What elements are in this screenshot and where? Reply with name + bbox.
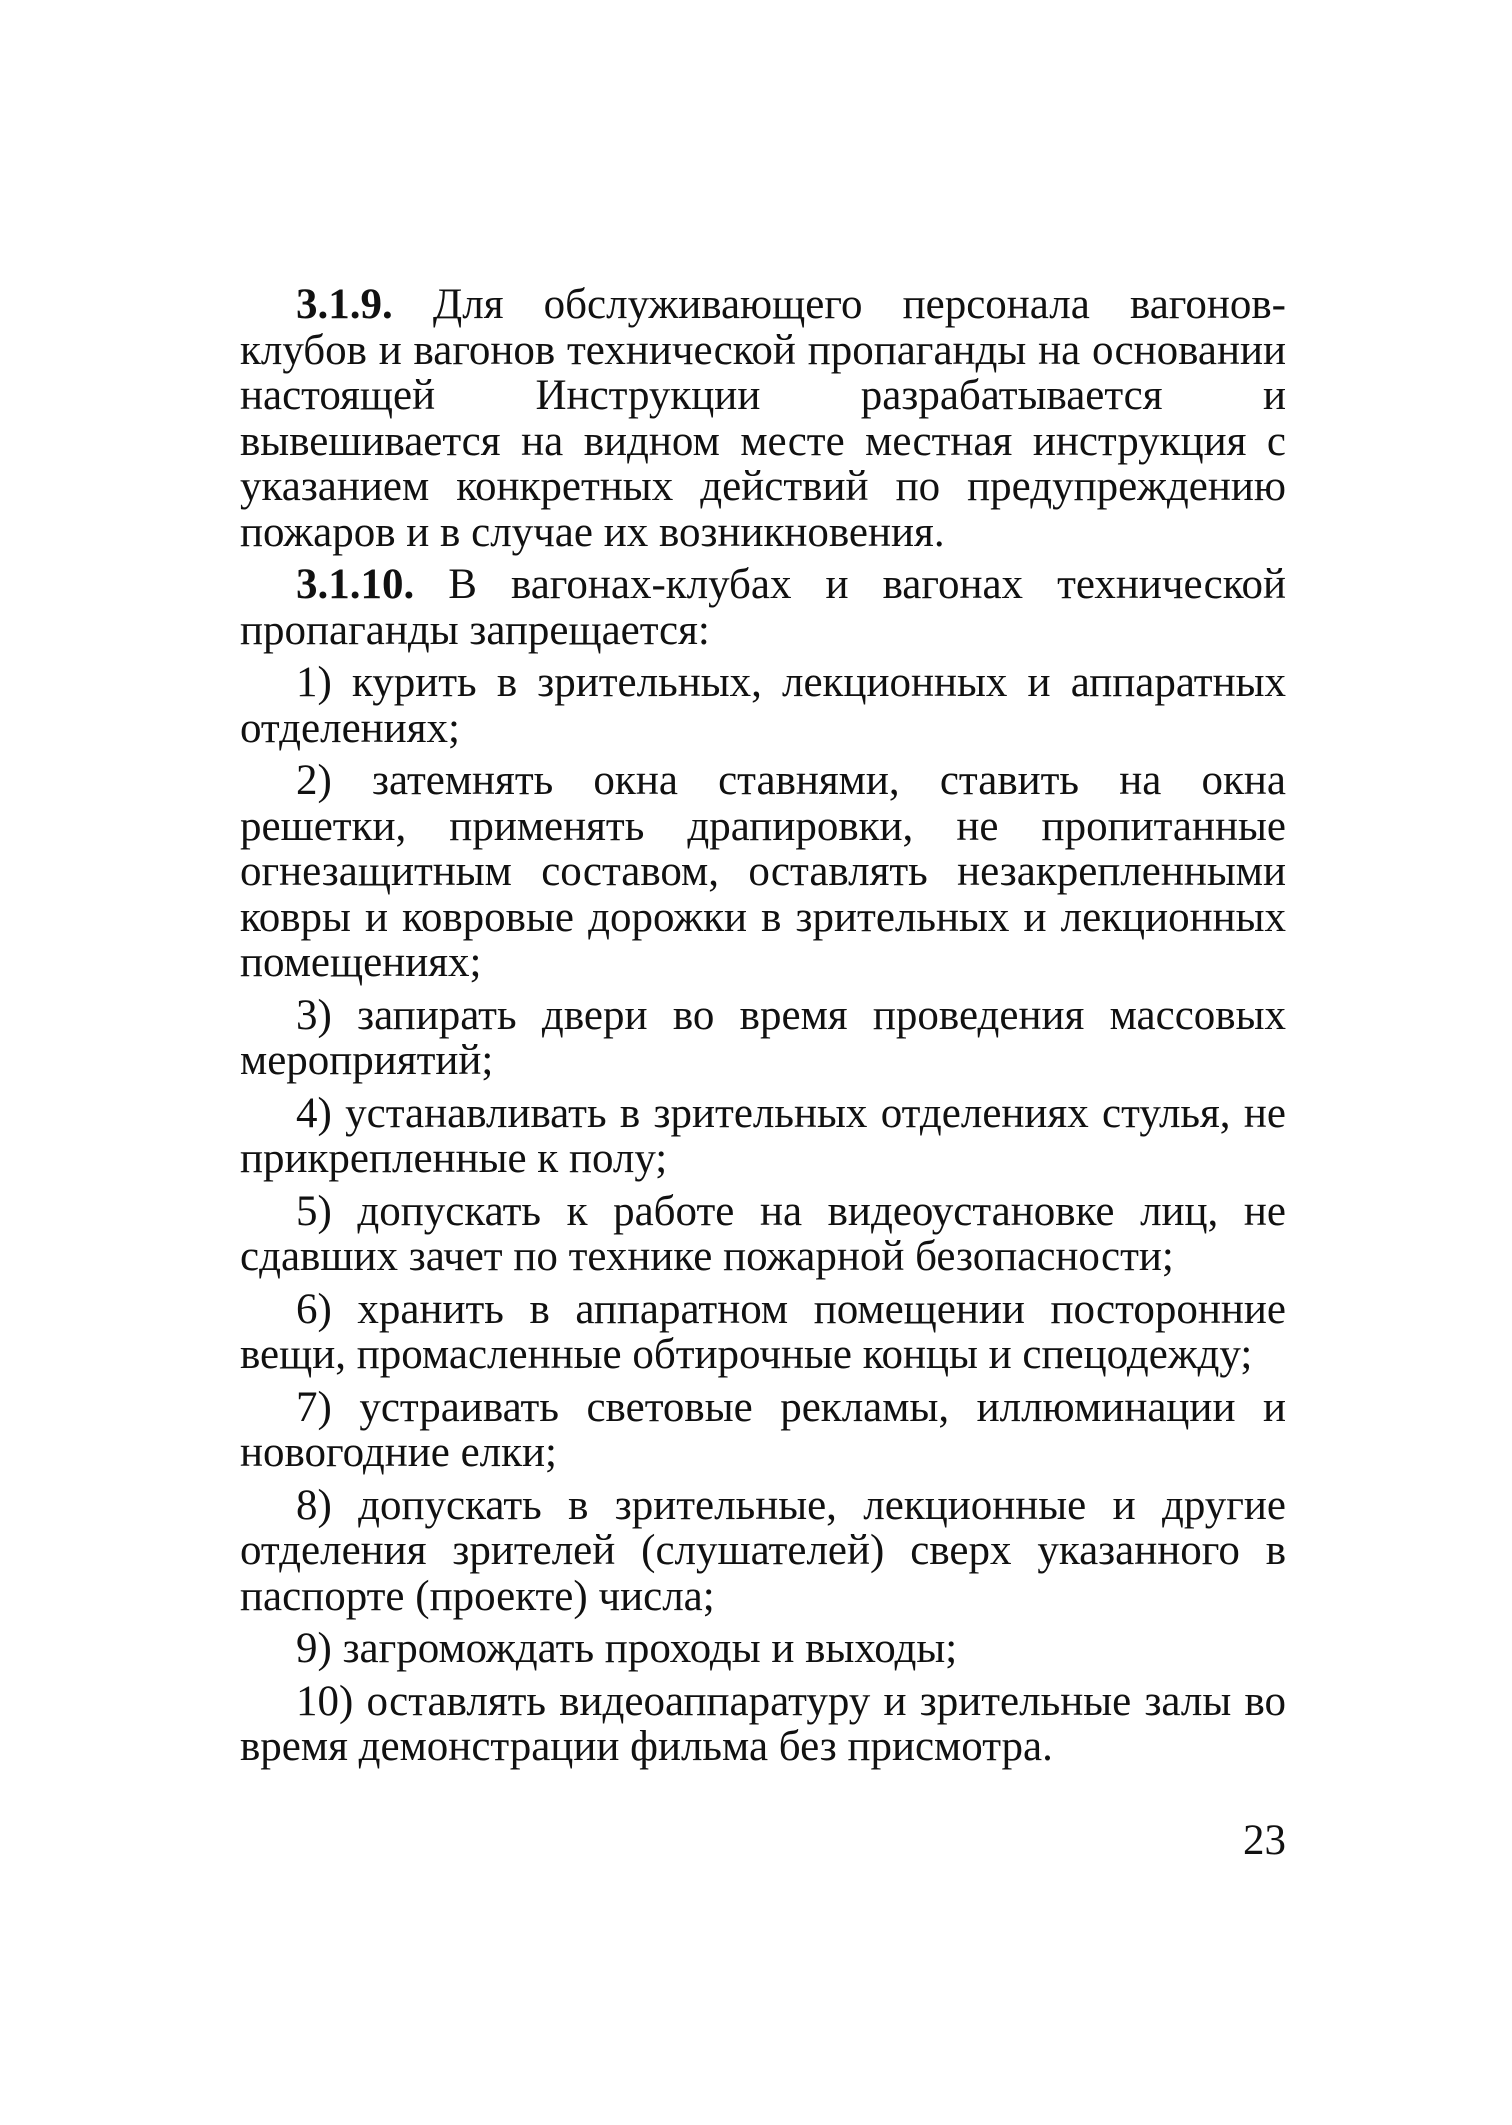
prohibition-item-5: 5) допускать к работе на видеоустановке лиц, не сдавших зачет по технике пожарной безопасности; — [240, 1187, 1286, 1280]
paragraph-text: В вагонах-клубах и вагонах технической пропаганды запрещается: — [240, 561, 1286, 654]
prohibition-item-3: 3) запирать двери во время проведения массовых мероприятий; — [240, 991, 1286, 1084]
prohibition-item-8: 8) допускать в зрительные, лекционные и другие отделения зрителей (слушателей) сверх указанного в паспорте (проекте) числа; — [240, 1481, 1286, 1620]
section-number: 3.1.9. — [296, 281, 393, 328]
prohibition-item-4: 4) устанавливать в зрительных отделениях стулья, не прикрепленные к полу; — [240, 1089, 1286, 1182]
paragraph-text: Для обслуживающего персонала вагонов-клубов и вагонов технической пропаганды на основании настоящей Инструкции разрабатывается и вывешивается на видном месте местная инструкция с указанием конкретных действий по предупреждению пожаров и в случае их возникновения. — [240, 281, 1286, 556]
paragraph-3-1-10 — [240, 562, 1286, 653]
section-number: 3.1.10. — [296, 561, 415, 608]
prohibition-item-2: 2) затемнять окна ставнями, ставить на окна решетки, применять драпировки, не пропитанные огнезащитным составом, оставлять незакрепленными ковры и ковровые дорожки в зрительных и лекционных помещениях; — [240, 757, 1286, 986]
body-text — [240, 282, 1286, 1777]
prohibition-item-6: 6) хранить в аппаратном помещении посторонние вещи, промасленные обтирочные концы и спецодежду; — [240, 1285, 1286, 1378]
paragraph-3-1-9 — [240, 282, 1286, 555]
prohibition-item-7: 7) устраивать световые рекламы, иллюминации и новогодние елки; — [240, 1383, 1286, 1476]
prohibition-item-10: 10) оставлять видеоаппаратуру и зрительные залы во время демонстрации фильма без присмотра. — [240, 1677, 1286, 1770]
page-number: 23 — [1243, 1817, 1286, 1864]
prohibition-item-9: 9) загромождать проходы и выходы; — [296, 1625, 958, 1672]
prohibition-item-1: 1) курить в зрительных, лекционных и аппаратных отделениях; — [240, 659, 1286, 752]
